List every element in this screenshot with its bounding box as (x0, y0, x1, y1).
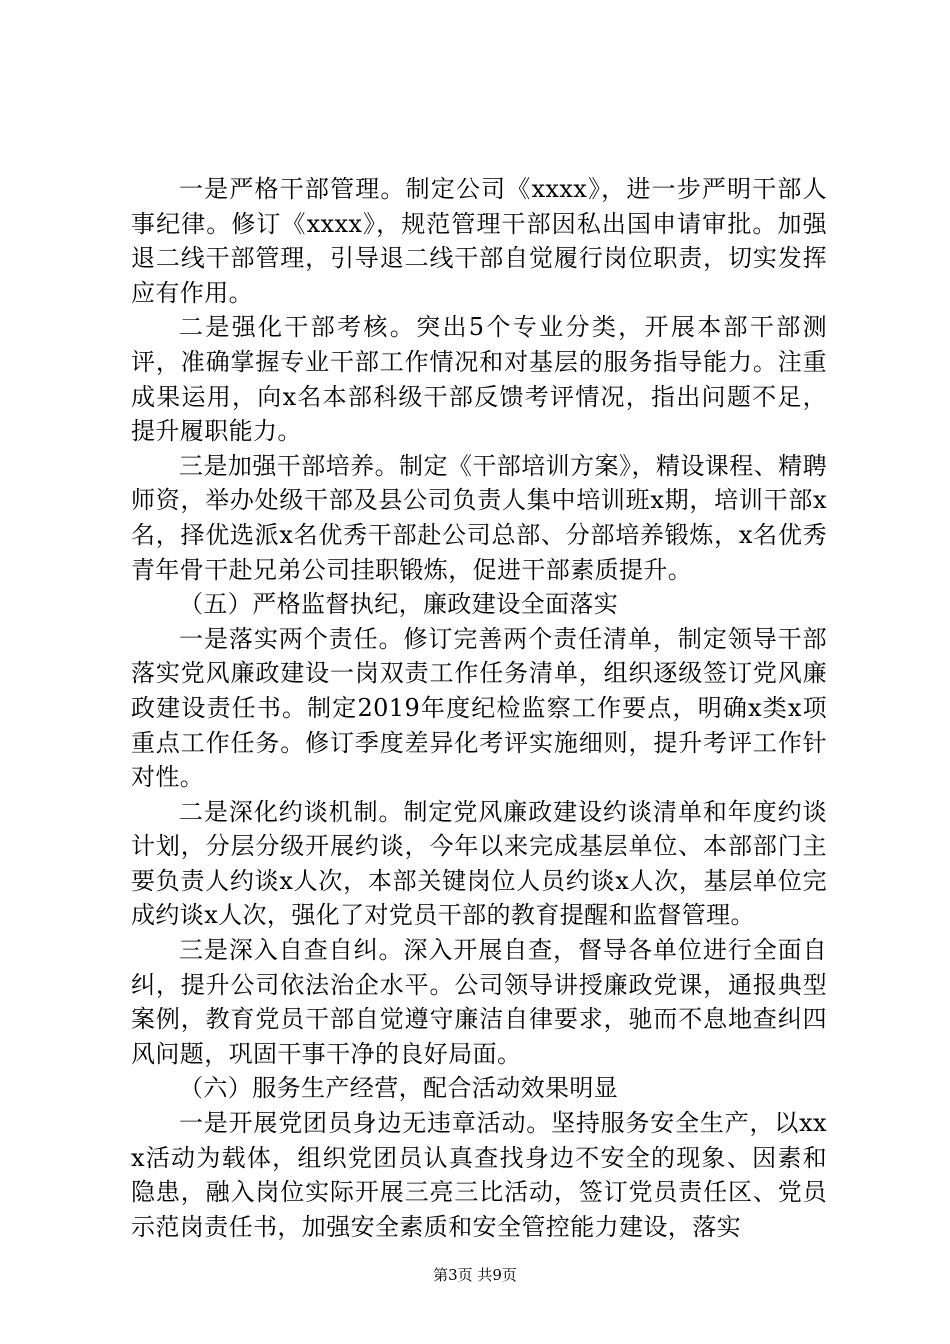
document-body (131, 172, 827, 1244)
paragraph-cadre-training: 三是加强干部培养。制定《干部培训方案》，精设课程、精聘师资，举办处级干部及县公司负责人集中培训班x期，培训干部x名，择优选派x名优秀干部赴公司总部、分部培养锻炼，x名优秀青年骨干赴兄弟公司挂职锻炼，促进干部素质提升。 (131, 451, 827, 584)
section-heading-five: （五）严格监督执纪，廉政建设全面落实 (179, 590, 619, 619)
paragraph-no-violation-activity: 一是开展党团员身边无违章活动。坚持服务安全生产，以xxx活动为载体，组织党团员认真查找身边不安全的现象、因素和隐患，融入岗位实际开展三亮三比活动，签订党员责任区、党员示范岗责任书，加强安全素质和安全管控能力建设，落实 (131, 1109, 827, 1241)
paragraph-interview-mechanism: 二是深化约谈机制。制定党风廉政建设约谈清单和年度约谈计划，分层分级开展约谈，今年以来完成基层单位、本部部门主要负责人约谈x人次，本部关键岗位人员约谈x人次，基层单位完成约谈x人次，强化了对党员干部的教育提醒和监督管理。 (131, 797, 827, 930)
page-number-footer: 第3页 共9页 (433, 1266, 517, 1284)
paragraph-two-responsibilities: 一是落实两个责任。修订完善两个责任清单，制定领导干部落实党风廉政建设一岗双责工作任务清单，组织逐级签订党风廉政建设责任书。制定2019年度纪检监察工作要点，明确x类x项重点工作任务。修订季度差异化考评实施细则，提升考评工作针对性。 (131, 624, 827, 792)
paragraph-strict-cadre-management: 一是严格干部管理。制定公司《xxxx》，进一步严明干部人事纪律。修订《xxxx》，规范管理干部因私出国申请审批。加强退二线干部管理，引导退二线干部自觉履行岗位职责，切实发挥应有作用。 (131, 175, 827, 307)
paragraph-self-inspection: 三是深入自查自纠。深入开展自查，督导各单位进行全面自纠，提升公司依法治企水平。公司领导讲授廉政党课，通报典型案例，教育党员干部自觉遵守廉洁自律要求，驰而不息地查纠四风问题，巩固干事干净的良好局面。 (131, 936, 827, 1068)
paragraph-cadre-assessment: 二是强化干部考核。突出5个专业分类，开展本部干部测评，准确掌握专业干部工作情况和对基层的服务指导能力。注重成果运用，向x名本部科级干部反馈考评情况，指出问题不足，提升履职能力。 (131, 313, 827, 446)
section-heading-six: （六）服务生产经营，配合活动效果明显 (179, 1074, 619, 1103)
